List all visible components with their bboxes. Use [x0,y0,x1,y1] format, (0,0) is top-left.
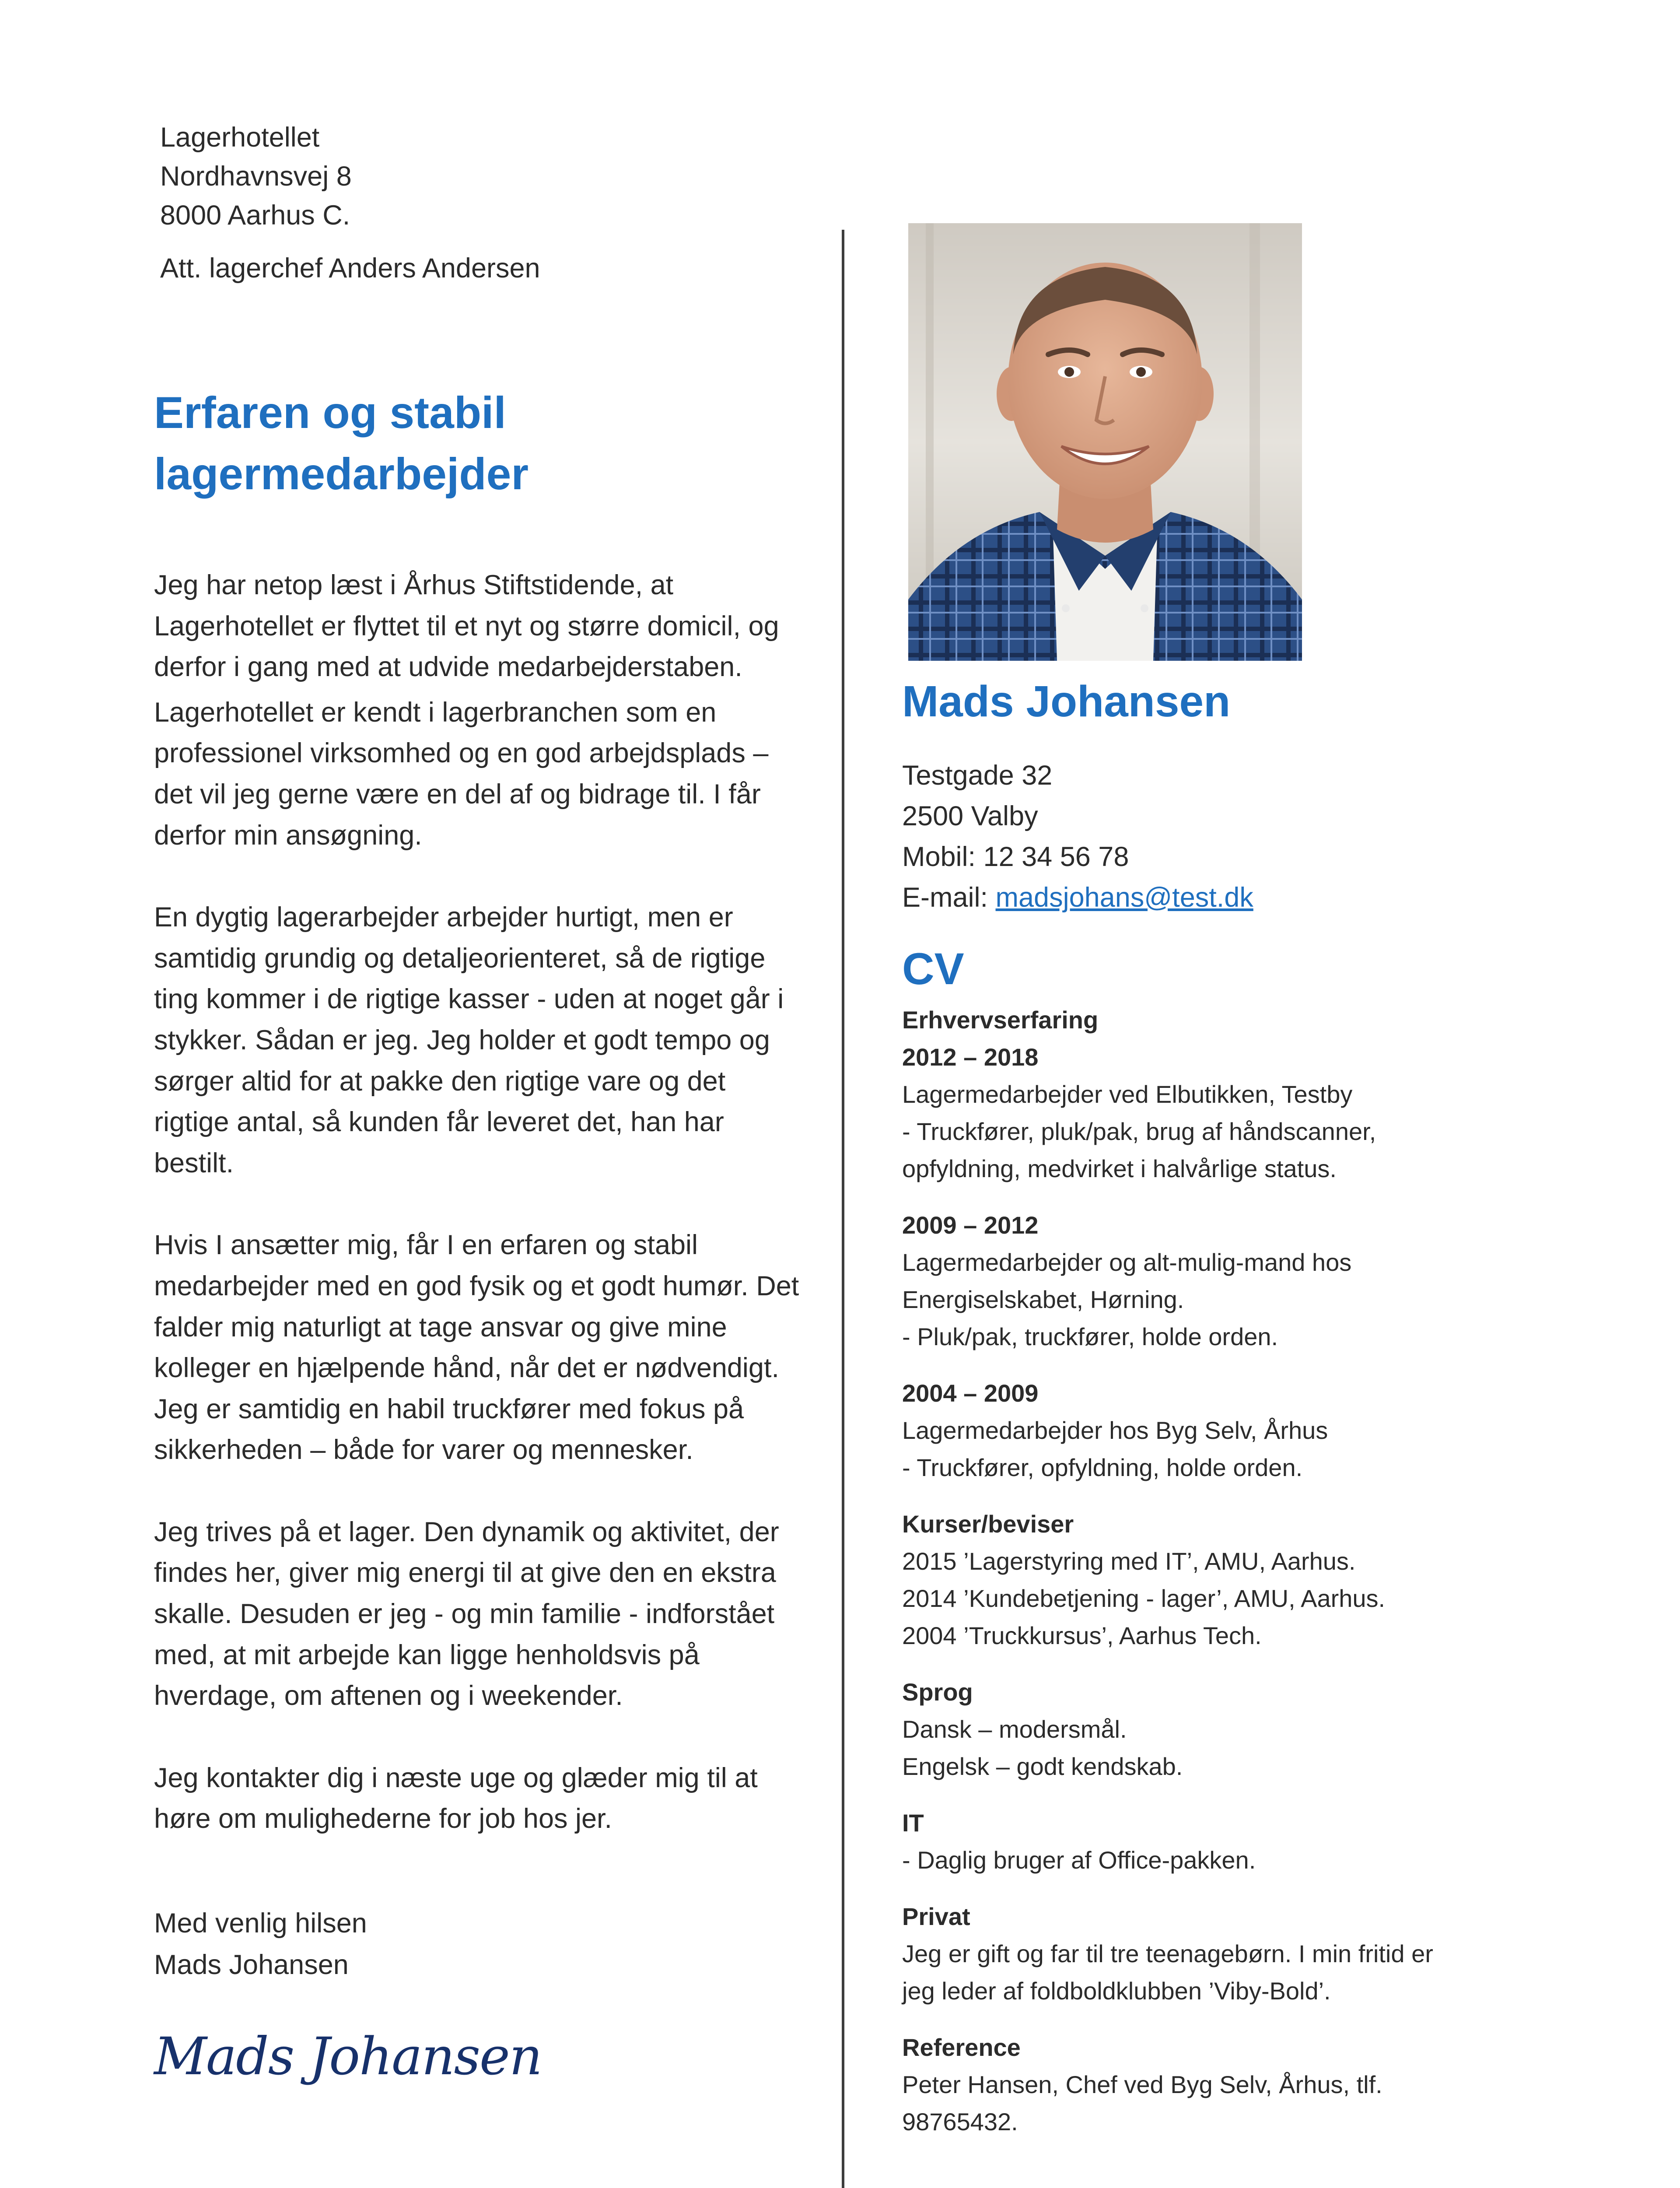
headline-line-1: Erfaren og stabil [154,388,506,438]
letter-paragraph-4: Hvis I ansætter mig, får I en erfaren og stabil medarbejder med en god fysik og et godt humør. Det falder mig naturligt at tage ansvar og give mine kolleger en hjælpende hånd, når det er nødvendigt. Jeg er samtidig en habil truckfører med fokus på sikkerheden – både for varer og mennesker. [154,1230,799,1466]
job-1-line-2: - Truckfører, pluk/pak, brug af håndscanner, [902,1118,1376,1145]
job-3-line-2: - Truckfører, opfyldning, holde orden. [902,1454,1303,1481]
letter-column [154,118,802,2086]
recipient-company: Lagerhotellet [160,122,320,153]
headline-line-2: lagermedarbejder [154,449,529,499]
closing-name: Mads Johansen [154,1950,349,1981]
job-2 [902,1206,1515,1355]
closing-greeting: Med venlig hilsen [154,1908,367,1939]
cv-heading: CV [902,944,964,994]
letter-paragraph-1: Jeg har netop læst i Århus Stiftstidende, at Lagerhotellet er flyttet til et nyt og større domicil, og derfor i gang med at udvide medarbejderstaben. [154,570,779,683]
private-title: Privat [902,1903,970,1930]
reference-section [902,2029,1515,2140]
job-2-years: 2009 – 2012 [902,1211,1039,1239]
recipient-attention: Att. lagerchef Anders Andersen [160,253,540,284]
experience-title: Erhvervserfaring [902,1006,1099,1034]
job-3 [902,1375,1515,1486]
profile-photo [908,223,1302,661]
contact-email-row [902,877,1515,918]
contact-street: Testgade 32 [902,760,1053,791]
private-line-1: Jeg er gift og far til tre teenagebørn. I min fritid er [902,1940,1433,1967]
email-link[interactable]: madsjohans@test.dk [995,882,1253,913]
private-line-2: jeg leder af foldboldklubben ’Viby-Bold’. [902,1977,1331,2005]
course-2: 2014 ’Kundebetjening - lager’, AMU, Aarhus. [902,1585,1386,1612]
language-title: Sprog [902,1678,973,1706]
job-2-line-3: - Pluk/pak, truckfører, holde orden. [902,1323,1278,1350]
private-section [902,1898,1515,2009]
letter-paragraph-5: Jeg trives på et lager. Den dynamik og aktivitet, der findes her, giver mig energi til at give den en ekstra skalle. Desuden er jeg - og min familie - indforstået med, at mit arbejde kan ligge henholdsvis på hverdage, om aftenen og i weekender. [154,1516,779,1711]
reference-title: Reference [902,2034,1021,2061]
reference-line-1: Peter Hansen, Chef ved Byg Selv, Århus, tlf. [902,2071,1382,2098]
job-2-line-2: Energiselskabet, Hørning. [902,1286,1184,1313]
language-section [902,1673,1515,1785]
letter-headline [154,382,802,505]
job-1-line-1: Lagermedarbejder ved Elbutikken, Testby [902,1080,1353,1108]
cv-sections [902,1001,1515,2140]
job-1-years: 2012 – 2018 [902,1043,1039,1071]
handwritten-signature: Mads Johansen [154,2026,542,2087]
it-section [902,1804,1515,1879]
recipient-street: Nordhavnsvej 8 [160,161,352,192]
letter-paragraph-6: Jeg kontakter dig i næste uge og glæder mig til at høre om mulighederne for job hos jer. [154,1762,758,1834]
reference-line-2: 98765432. [902,2108,1018,2135]
cv-column [902,223,1515,2140]
contact-mobile: Mobil: 12 34 56 78 [902,842,1129,872]
letter-paragraph-3: En dygtig lagerarbejder arbejder hurtigt, men er samtidig grundig og detaljeorienteret, så de rigtige ting kommer i de rigtige kasser - uden at noget går i stykker. Sådan er jeg. Jeg holder et godt tempo og sørger altid for at pakke den rigtige vare og det rigtige antal, så kunden får leveret det, han har bestilt. [154,902,784,1178]
contact-info [902,755,1515,918]
column-divider [842,230,844,2188]
letter-closing [154,1903,802,1986]
it-title: IT [902,1809,924,1837]
language-1: Dansk – modersmål. [902,1715,1127,1743]
course-3: 2004 ’Truckkursus’, Aarhus Tech. [902,1622,1262,1649]
job-1-line-3: opfyldning, medvirket i halvårlige status. [902,1155,1337,1182]
job-3-line-1: Lagermedarbejder hos Byg Selv, Århus [902,1417,1328,1444]
experience-section [902,1001,1515,1187]
course-1: 2015 ’Lagerstyring med IT’, AMU, Aarhus. [902,1547,1356,1575]
job-2-line-1: Lagermedarbejder og alt-mulig-mand hos [902,1248,1352,1276]
letter-body [154,565,802,1840]
letter-paragraph-2: Lagerhotellet er kendt i lagerbranchen som en professionel virksomhed og en god arbejdsplads – det vil jeg gerne være en del af og bidrage til. I får derfor min ansøgning. [154,697,769,851]
language-2: Engelsk – godt kendskab. [902,1753,1183,1780]
applicant-name: Mads Johansen [902,677,1231,726]
recipient-city: 8000 Aarhus C. [160,200,350,231]
contact-city: 2500 Valby [902,801,1038,831]
portrait-illustration [908,223,1302,661]
job-3-years: 2004 – 2009 [902,1379,1039,1407]
email-label: E-mail: [902,882,996,913]
courses-title: Kurser/beviser [902,1510,1074,1538]
it-line: - Daglig bruger af Office-pakken. [902,1846,1256,1874]
recipient-address [160,118,802,288]
courses-section [902,1505,1515,1654]
